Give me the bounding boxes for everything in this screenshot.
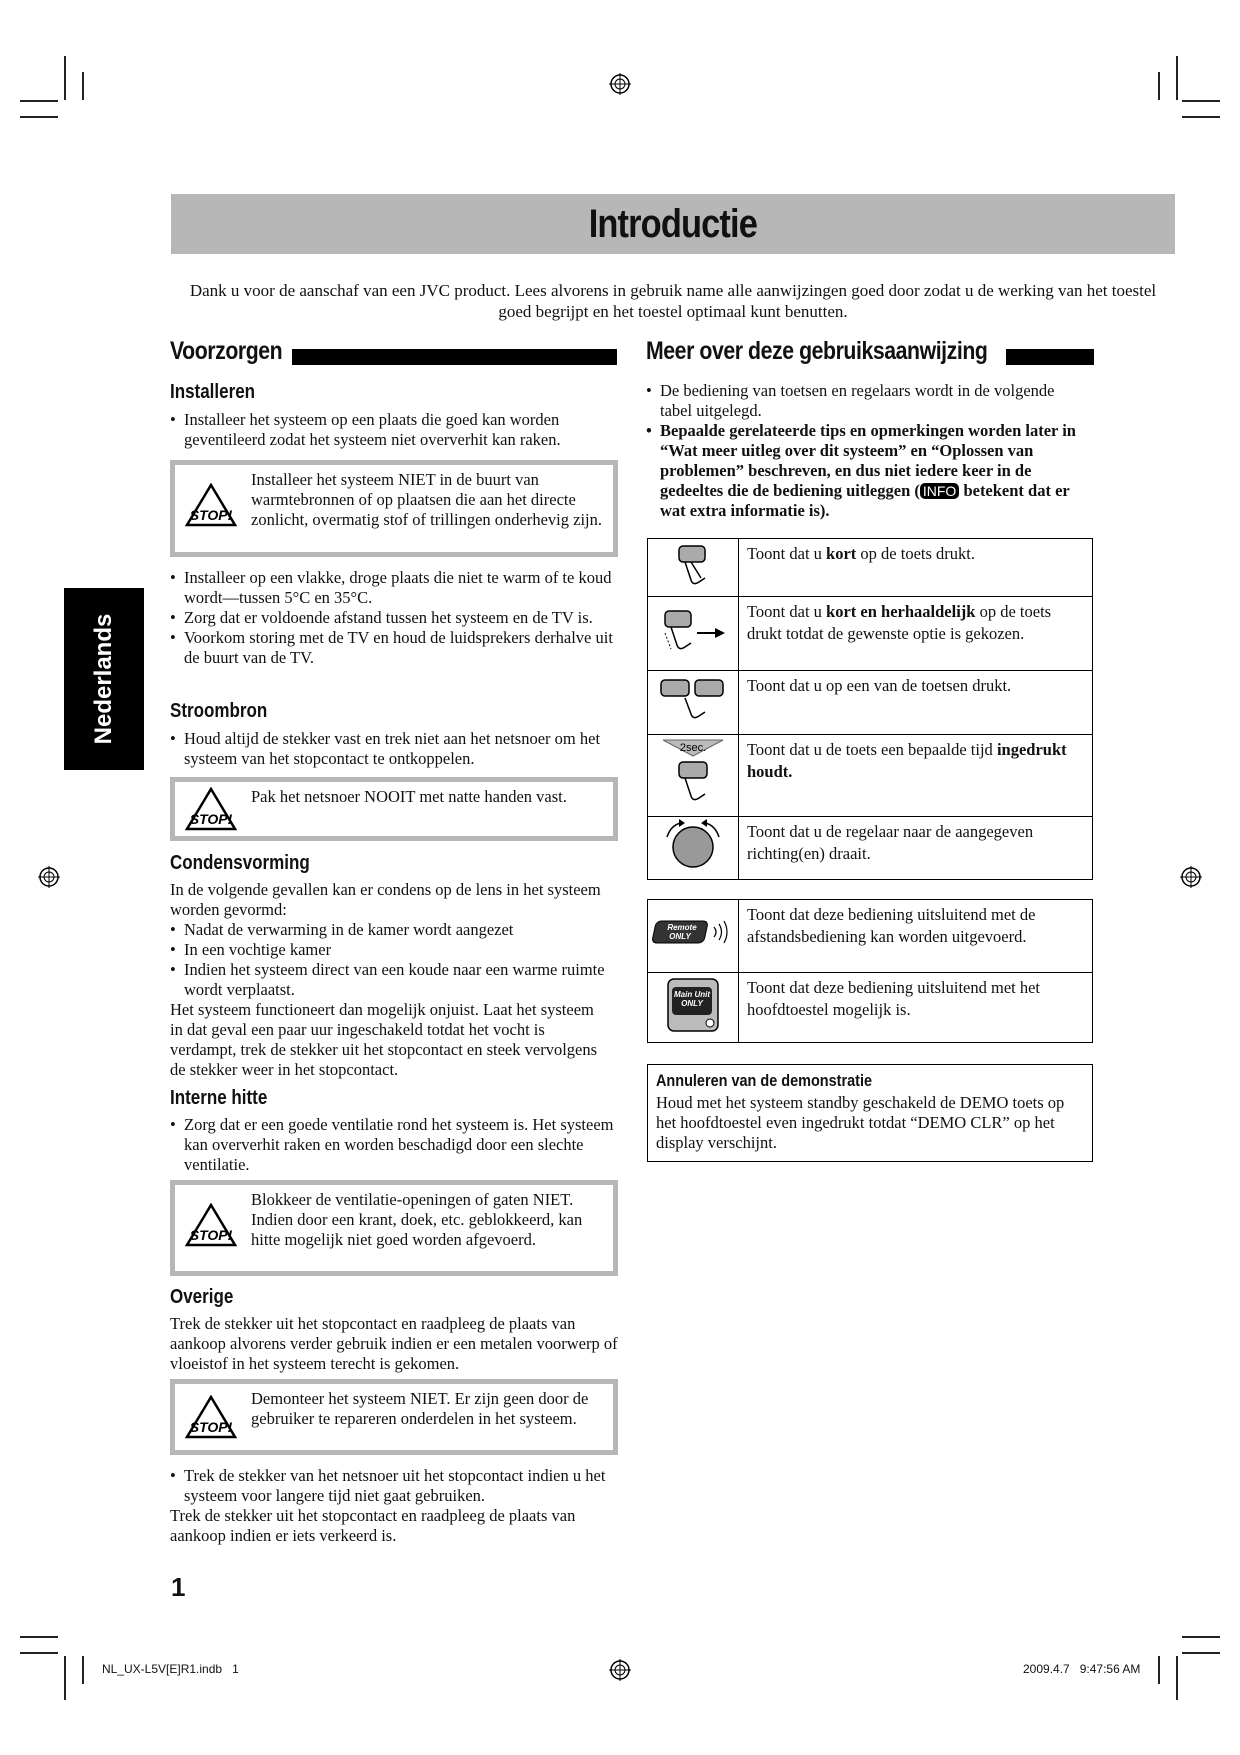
table-cell-icon [648, 539, 739, 597]
table-row [648, 973, 1093, 1043]
warning-box [170, 460, 618, 557]
table-cell-icon [648, 817, 739, 880]
crop-mark [1182, 1636, 1220, 1638]
press-button-icon [663, 540, 723, 590]
crop-mark [20, 116, 58, 118]
table-cell: Toont dat u kort op de toets drukt. [739, 539, 1093, 597]
registration-mark-icon [38, 866, 60, 888]
installeren-list-2 [170, 568, 620, 668]
overige-list [170, 1466, 630, 1506]
list-item: • In een vochtige kamer [170, 940, 620, 960]
crop-mark [64, 1656, 66, 1700]
list-item: • De bediening van toetsen en regelaars wordt in de volgende tabel uitgelegd. [646, 381, 1086, 421]
subheading-overige: Overige [170, 1286, 234, 1308]
crop-mark [20, 1636, 58, 1638]
unit-table [647, 899, 1093, 1043]
list-item: • Bepaalde gerelateerde tips en opmerkingen worden later in “Wat meer uitleg over dit systeem” en “Oplossen van problemen” beschreven, en dus niet iedere keer in de gedeeltes die de bediening uitleggen ( INFO betekent dat er wat extra informatie is). [646, 421, 1086, 521]
subheading-interne-hitte: Interne hitte [170, 1087, 268, 1109]
list-item: • Trek de stekker van het netsnoer uit het stopcontact indien u het systeem voor langere tijd niet gaat gebruiken. [170, 1466, 630, 1506]
table-cell: Toont dat u de regelaar naar de aangegeven richting(en) draait. [739, 817, 1093, 880]
press-repeatedly-icon [653, 603, 733, 659]
crop-mark [1182, 100, 1220, 102]
registration-mark-icon [1180, 866, 1202, 888]
stop-warning-icon [185, 483, 237, 527]
page-number: 1 [171, 1572, 186, 1602]
press-and-hold-icon [657, 736, 729, 810]
info-badge: INFO [920, 483, 959, 499]
table-cell-icon [648, 900, 739, 973]
main-unit-only-icon [658, 975, 728, 1035]
condens-list [170, 920, 620, 1000]
svg-text:Main Unit: Main Unit [674, 989, 710, 999]
svg-text:ONLY: ONLY [669, 932, 691, 941]
warning-box [170, 1379, 618, 1455]
warning-box [170, 777, 618, 841]
svg-text:ONLY: ONLY [681, 998, 703, 1008]
list-item: • Voorkom storing met de TV en houd de luidsprekers derhalve uit de buurt van de TV. [170, 628, 620, 668]
page-title: Introductie [588, 201, 758, 246]
stop-warning-icon [185, 787, 237, 831]
registration-mark-icon [609, 73, 631, 95]
list-item: • Zorg dat er voldoende afstand tussen het systeem en de TV is. [170, 608, 620, 628]
section-heading-voorzorgen: Voorzorgen [170, 337, 283, 365]
condens-paragraph: Het systeem functioneert dan mogelijk onjuist. Laat het systeem in dat geval een paar uur ingeschakeld totdat het vocht is verdampt, trek de stekker uit het stopcontact en steek vervolgens de stekker weer in het stopcontact. [170, 1000, 598, 1079]
intro-paragraph: Dank u voor de aanschaf van een JVC product. Lees alvorens in gebruik name alle aanwijzingen goed door zodat u de werking van het toestel goed begrijpt en het toestel optimaal kunt benutten. [189, 281, 1157, 321]
press-either-button-icon [655, 674, 731, 726]
demo-note-text: Houd met het systeem standby geschakeld de DEMO toets op het hoofdtoestel even ingedrukt totdat “DEMO CLR” op het display verschijnt. [656, 1093, 1065, 1152]
warning-text: Blokkeer de ventilatie-openingen of gaten NIET. Indien door een krant, doek, etc. geblokkeerd, kan hitte mogelijk niet goed worden afgevoerd. [251, 1190, 583, 1249]
rotary-knob-icon [655, 817, 731, 873]
section-heading-meer-over: Meer over deze gebruiksaanwijzing [646, 337, 988, 365]
crop-mark [20, 100, 58, 102]
crop-mark [1158, 1656, 1160, 1684]
table-row [648, 817, 1093, 880]
overige-paragraph: Trek de stekker uit het stopcontact en raadpleeg de plaats van aankoop indien er iets verkeerd is. [170, 1506, 576, 1545]
svg-text:STOP!: STOP! [189, 1419, 233, 1435]
subheading-installeren: Installeren [170, 381, 256, 403]
svg-text:Remote: Remote [667, 923, 697, 932]
table-cell: Toont dat u op een van de toetsen drukt. [739, 671, 1093, 735]
remote-only-icon [648, 913, 738, 953]
crop-mark [1176, 56, 1178, 100]
language-tab-label: Nederlands [90, 613, 117, 745]
heading-rule [1006, 349, 1094, 365]
crop-mark [82, 72, 84, 100]
installeren-list [170, 410, 620, 450]
list-item: • Installeer op een vlakke, droge plaats die niet te warm of te koud wordt—tussen 5°C en 35°C. [170, 568, 620, 608]
footer-timestamp: 2009.4.7 9:47:56 AM [1023, 1662, 1141, 1676]
list-item: • Zorg dat er een goede ventilatie rond het systeem is. Het systeem kan oververhit raken en worden beschadigd door een slechte ventilatie. [170, 1115, 620, 1175]
table-row [648, 900, 1093, 973]
table-cell: Toont dat u de toets een bepaalde tijd ingedrukt houdt. [739, 735, 1093, 817]
crop-mark [1176, 1656, 1178, 1700]
list-item: • Installeer het systeem op een plaats die goed kan worden geventileerd zodat het systeem niet oververhit kan raken. [170, 410, 620, 450]
crop-mark [1182, 116, 1220, 118]
stop-warning-icon [185, 1203, 237, 1247]
crop-mark [1158, 72, 1160, 100]
list-item: • Indien het systeem direct van een koude naar een warme ruimte wordt verplaatst. [170, 960, 620, 1000]
crop-mark [64, 56, 66, 100]
table-cell: Toont dat deze bediening uitsluitend met de afstandsbediening kan worden uitgevoerd. [739, 900, 1093, 973]
table-row [648, 735, 1093, 817]
overige-paragraph: Trek de stekker uit het stopcontact en raadpleeg de plaats van aankoop alvorens verder gebruik indien er een metalen voorwerp of vloeistof in het systeem terecht is gekomen. [170, 1314, 618, 1373]
table-row [648, 671, 1093, 735]
warning-text: Pak het netsnoer NOOIT met natte handen vast. [251, 787, 567, 806]
list-item: • Houd altijd de stekker vast en trek niet aan het netsnoer om het systeem van het stopcontact te ontkoppelen. [170, 729, 620, 769]
subheading-stroombron: Stroombron [170, 700, 268, 722]
registration-mark-icon [609, 1659, 631, 1681]
table-row [648, 539, 1093, 597]
table-cell-icon [648, 671, 739, 735]
footer-file-name: NL_UX-L5V[E]R1.indb 1 [102, 1662, 239, 1676]
crop-mark [1182, 1652, 1220, 1654]
warning-text: Demonteer het systeem NIET. Er zijn geen door de gebruiker te repareren onderdelen in het systeem. [251, 1389, 589, 1428]
table-cell: Toont dat u kort en herhaaldelijk op de toets drukt totdat de gewenste optie is gekozen. [739, 597, 1093, 671]
table-cell-icon [648, 735, 739, 817]
warning-box [170, 1180, 618, 1276]
condens-paragraph: In de volgende gevallen kan er condens op de lens in het systeem worden gevormd: [170, 880, 601, 919]
hitte-list [170, 1115, 620, 1175]
stroombron-list [170, 729, 620, 769]
stop-warning-icon [185, 1395, 237, 1439]
svg-text:STOP!: STOP! [189, 1227, 233, 1243]
symbol-table [647, 538, 1093, 880]
demo-note-title: Annuleren van de demonstratie [656, 1071, 873, 1090]
svg-text:STOP!: STOP! [189, 811, 233, 827]
demo-note-box [647, 1064, 1093, 1162]
heading-rule [292, 349, 617, 365]
meer-over-list [646, 381, 1086, 521]
crop-mark [82, 1656, 84, 1684]
language-tab [64, 588, 144, 770]
table-cell-icon [648, 973, 739, 1043]
page-title-bar [171, 194, 1175, 254]
warning-text: Installeer het systeem NIET in de buurt van warmtebronnen of op plaatsen die aan het directe zonlicht, overmatig stof of trillingen onderhevig zijn. [251, 470, 602, 529]
table-row [648, 597, 1093, 671]
list-item: • Nadat de verwarming in de kamer wordt aangezet [170, 920, 620, 940]
svg-text:2sec.: 2sec. [679, 741, 707, 754]
table-cell: Toont dat deze bediening uitsluitend met het hoofdtoestel mogelijk is. [739, 973, 1093, 1043]
svg-text:STOP!: STOP! [189, 507, 233, 523]
crop-mark [20, 1652, 58, 1654]
subheading-condensvorming: Condensvorming [170, 852, 310, 874]
table-cell-icon [648, 597, 739, 671]
